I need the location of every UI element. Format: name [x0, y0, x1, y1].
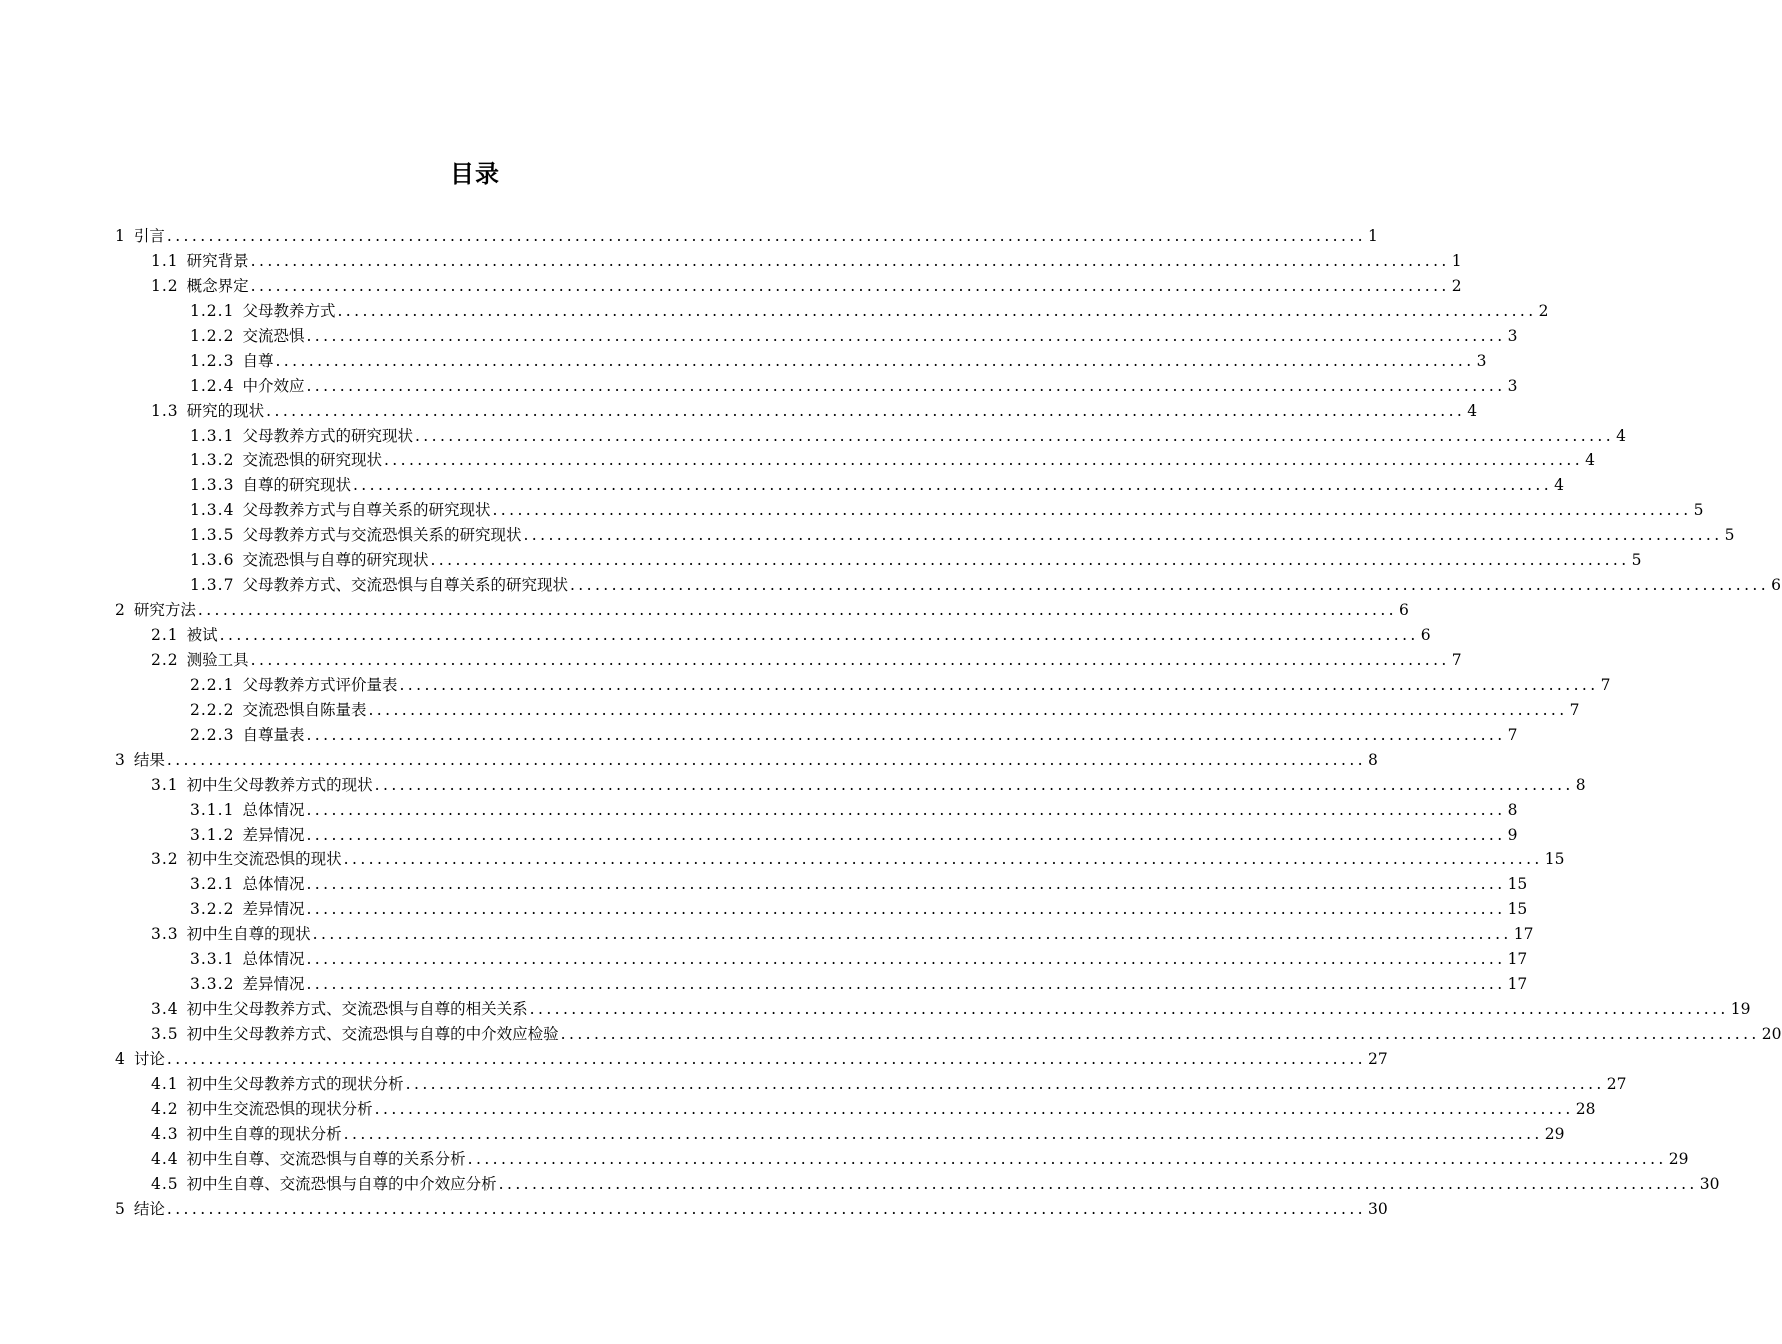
toc-entry-page-number: 8 — [1367, 750, 1378, 769]
toc-entry-title: 中介效应 — [242, 376, 305, 395]
toc-entry-number: 5 — [115, 1199, 126, 1218]
toc-entry-title: 交流恐惧自陈量表 — [242, 700, 367, 719]
toc-entry[interactable] — [115, 473, 1564, 498]
toc-entry-title: 被试 — [186, 626, 218, 644]
toc-entry-page-number: 15 — [1507, 875, 1528, 894]
toc-entry-number: 4.4 — [151, 1149, 179, 1168]
toc-entry-page-number: 29 — [1544, 1124, 1565, 1143]
toc-entry-page-number: 17 — [1507, 950, 1528, 969]
toc-entry-number: 1.3 — [151, 401, 179, 420]
toc-entry-page-number: 6 — [1398, 601, 1409, 620]
toc-entry-number: 3.2 — [151, 850, 179, 869]
dot-leader: ................................................................................................................................................ — [374, 775, 1574, 794]
dot-leader: ................................................................................................................................................ — [166, 227, 1366, 245]
toc-entry-number: 2.2 — [151, 650, 179, 669]
toc-entry-page-number: 5 — [1693, 501, 1704, 520]
toc-entry[interactable] — [115, 673, 1611, 698]
toc-entry-title: 初中生交流恐惧的现状 — [186, 850, 342, 869]
dot-leader: ................................................................................................................................................ — [266, 401, 1466, 420]
toc-entry-number: 1.3.2 — [190, 451, 235, 470]
toc-entry-page-number: 7 — [1451, 650, 1462, 669]
toc-entry[interactable] — [115, 1047, 1388, 1072]
toc-entry-title: 初中生自尊的现状 — [186, 925, 311, 944]
toc-entry[interactable] — [115, 399, 1478, 424]
toc-entry-title: 父母教养方式与自尊关系的研究现状 — [242, 501, 491, 520]
dot-leader: ................................................................................................................................................ — [306, 950, 1506, 969]
toc-entry-title: 讨论 — [133, 1049, 165, 1068]
toc-entry-number: 2.2.1 — [190, 675, 235, 694]
toc-entry[interactable] — [115, 847, 1565, 872]
toc-entry[interactable] — [115, 349, 1487, 374]
dot-leader: ................................................................................................................................................ — [569, 576, 1770, 595]
page-title: 目录 — [450, 160, 500, 188]
toc-entry[interactable] — [115, 748, 1378, 773]
dot-leader: ................................................................................................................................................ — [306, 975, 1506, 994]
toc-entry-number: 3.1.1 — [190, 800, 235, 819]
toc-entry-title: 初中生父母教养方式、交流恐惧与自尊的中介效应检验 — [186, 1025, 559, 1043]
toc-entry-page-number: 3 — [1507, 376, 1518, 395]
dot-leader: ................................................................................................................................................ — [250, 650, 1450, 669]
toc-entry-page-number: 5 — [1631, 551, 1642, 570]
toc-entry[interactable] — [115, 424, 1626, 449]
dot-leader: ................................................................................................................................................ — [529, 1000, 1729, 1019]
toc-entry[interactable] — [115, 798, 1518, 823]
dot-leader: ................................................................................................................................................ — [383, 451, 1584, 470]
dot-leader: ................................................................................................................................................ — [275, 351, 1475, 370]
toc-entry-number: 3.3.2 — [190, 975, 235, 994]
toc-entry-page-number: 30 — [1699, 1174, 1720, 1193]
toc-entry-title: 差异情况 — [242, 975, 305, 994]
toc-entry[interactable] — [115, 623, 1431, 648]
dot-leader: ................................................................................................................................................ — [166, 1049, 1366, 1068]
toc-entry[interactable] — [115, 1122, 1565, 1147]
toc-entry-title: 交流恐惧的研究现状 — [242, 451, 382, 470]
toc-entry-page-number: 15 — [1507, 900, 1528, 919]
toc-entry-number: 2.1 — [151, 626, 179, 644]
toc-entry-title: 父母教养方式、交流恐惧与自尊关系的研究现状 — [242, 576, 568, 595]
dot-leader: ................................................................................................................................................ — [399, 675, 1599, 694]
toc-entry-title: 交流恐惧与自尊的研究现状 — [242, 551, 429, 570]
toc-entry-page-number: 20 — [1761, 1025, 1782, 1043]
toc-entry-number: 1.2.4 — [190, 376, 235, 395]
toc-entry-page-number: 2 — [1538, 301, 1549, 320]
dot-leader: ................................................................................................................................................ — [306, 875, 1506, 894]
toc-entry[interactable] — [115, 249, 1462, 274]
toc-entry-number: 1.2 — [151, 276, 179, 295]
dot-leader: ................................................................................................................................................ — [430, 551, 1630, 570]
toc-entry-title: 自尊量表 — [242, 725, 305, 744]
toc-entry[interactable] — [115, 1172, 1720, 1197]
dot-leader: ................................................................................................................................................ — [250, 251, 1450, 270]
toc-entry-page-number: 27 — [1367, 1049, 1388, 1068]
toc-entry-number: 1.3.7 — [190, 576, 235, 595]
toc-entry[interactable] — [115, 648, 1462, 673]
toc-entry[interactable] — [115, 573, 1781, 598]
toc-entry-title: 总体情况 — [242, 875, 305, 894]
toc-entry[interactable] — [115, 448, 1595, 473]
toc-entry-page-number: 7 — [1507, 725, 1518, 744]
toc-entry[interactable] — [115, 723, 1518, 748]
dot-leader: ................................................................................................................................................ — [250, 276, 1450, 295]
toc-entry-title: 引言 — [133, 227, 165, 245]
toc-entry-page-number: 6 — [1771, 576, 1781, 595]
toc-entry[interactable] — [115, 872, 1528, 897]
toc-entry-title: 研究的现状 — [186, 401, 265, 420]
dot-leader: ................................................................................................................................................ — [219, 626, 1419, 644]
dot-leader: ................................................................................................................................................ — [560, 1025, 1760, 1043]
toc-entry[interactable] — [115, 1097, 1596, 1122]
dot-leader: ................................................................................................................................................ — [523, 526, 1723, 545]
toc-entry-title: 初中生交流恐惧的现状分析 — [186, 1099, 373, 1118]
toc-entry[interactable] — [115, 274, 1462, 299]
toc-entry-page-number: 1 — [1367, 227, 1378, 245]
dot-leader: ................................................................................................................................................ — [467, 1149, 1667, 1168]
toc-entry-page-number: 3 — [1507, 326, 1518, 345]
dot-leader: ................................................................................................................................................ — [368, 700, 1568, 719]
toc-entry-title: 初中生自尊、交流恐惧与自尊的中介效应分析 — [186, 1174, 497, 1193]
dot-leader: ................................................................................................................................................ — [343, 850, 1543, 869]
toc-entry-number: 2.2.3 — [190, 725, 235, 744]
toc-entry[interactable] — [115, 823, 1518, 848]
dot-leader: ................................................................................................................................................ — [343, 1124, 1543, 1143]
toc-entry-number: 3.3.1 — [190, 950, 235, 969]
toc-entry[interactable] — [115, 1197, 1388, 1222]
toc-entry-page-number: 9 — [1507, 825, 1518, 844]
toc-entry[interactable] — [115, 498, 1704, 523]
toc-entry-page-number: 7 — [1569, 700, 1580, 719]
toc-entry-title: 差异情况 — [242, 825, 305, 844]
toc-entry-page-number: 4 — [1585, 451, 1595, 470]
toc-entry-page-number: 29 — [1668, 1149, 1689, 1168]
toc-entry[interactable] — [115, 997, 1751, 1022]
toc-entry[interactable] — [115, 1022, 1782, 1047]
dot-leader: ................................................................................................................................................ — [405, 1074, 1605, 1093]
toc-entry[interactable] — [115, 1072, 1627, 1097]
toc-entry-title: 父母教养方式与交流恐惧关系的研究现状 — [242, 526, 522, 545]
dot-leader: ................................................................................................................................................ — [306, 376, 1506, 395]
toc-entry[interactable] — [115, 698, 1580, 723]
toc-entry[interactable] — [115, 897, 1528, 922]
toc-entry-page-number: 2 — [1451, 276, 1462, 295]
toc-entry-number: 1.3.1 — [190, 426, 235, 445]
toc-entry-title: 父母教养方式 — [242, 301, 336, 320]
toc-entry-number: 1.1 — [151, 251, 179, 270]
toc-entry-number: 1.3.6 — [190, 551, 235, 570]
toc-entry-page-number: 19 — [1730, 1000, 1751, 1019]
toc-entry-number: 3.3 — [151, 925, 179, 944]
toc-entry-number: 3.2.2 — [190, 900, 235, 919]
dot-leader: ................................................................................................................................................ — [306, 326, 1506, 345]
toc-entry-page-number: 7 — [1600, 675, 1611, 694]
toc-entry-title: 总体情况 — [242, 950, 305, 969]
toc-entry-number: 1.3.5 — [190, 526, 235, 545]
toc-entry-number: 2 — [115, 601, 126, 620]
toc-entry-title: 初中生父母教养方式的现状分析 — [186, 1074, 404, 1093]
toc-entry-title: 结论 — [133, 1199, 165, 1218]
toc-entry-number: 4.2 — [151, 1099, 179, 1118]
dot-leader: ................................................................................................................................................ — [166, 750, 1366, 769]
dot-leader: ................................................................................................................................................ — [312, 925, 1512, 944]
toc-entry-title: 总体情况 — [242, 800, 305, 819]
toc-entry-title: 交流恐惧 — [242, 326, 305, 345]
toc-entry[interactable] — [115, 523, 1735, 548]
toc-entry-number: 4 — [115, 1049, 126, 1068]
toc-entry-page-number: 17 — [1513, 925, 1534, 944]
toc-entry-title: 父母教养方式的研究现状 — [242, 426, 413, 445]
toc-entry-title: 初中生自尊、交流恐惧与自尊的关系分析 — [186, 1149, 466, 1168]
toc-entry-number: 4.3 — [151, 1124, 179, 1143]
toc-entry-number: 1 — [115, 227, 126, 245]
toc-entry[interactable] — [115, 773, 1586, 798]
toc-entry-page-number: 8 — [1507, 800, 1518, 819]
toc-entry[interactable] — [115, 374, 1518, 399]
toc-entry-page-number: 4 — [1554, 476, 1564, 495]
toc-entry-page-number: 17 — [1507, 975, 1528, 994]
toc-entry-page-number: 15 — [1544, 850, 1565, 869]
toc-entry-title: 研究方法 — [133, 601, 196, 620]
toc-entry-page-number: 27 — [1606, 1074, 1627, 1093]
dot-leader: ................................................................................................................................................ — [337, 301, 1537, 320]
toc-entry-number: 1.3.4 — [190, 501, 235, 520]
toc-entry[interactable] — [115, 324, 1518, 349]
toc-entry-title: 初中生父母教养方式、交流恐惧与自尊的相关关系 — [186, 1000, 528, 1019]
toc-entry-page-number: 4 — [1616, 426, 1626, 445]
toc-entry-title: 自尊的研究现状 — [242, 476, 351, 495]
toc-entry-number: 3.1 — [151, 775, 179, 794]
toc-entry-number: 1.2.2 — [190, 326, 235, 345]
dot-leader: ................................................................................................................................................ — [352, 476, 1553, 495]
toc-entry-page-number: 28 — [1575, 1099, 1596, 1118]
dot-leader: ................................................................................................................................................ — [306, 825, 1506, 844]
toc-entry-title: 结果 — [133, 750, 165, 769]
toc-entry-title: 测验工具 — [186, 650, 249, 669]
toc-entry-page-number: 8 — [1575, 775, 1586, 794]
toc-entry-page-number: 3 — [1476, 351, 1487, 370]
dot-leader: ................................................................................................................................................ — [166, 1199, 1366, 1218]
toc-entry-title: 研究背景 — [186, 251, 249, 270]
dot-leader: ................................................................................................................................................ — [374, 1099, 1574, 1118]
table-of-contents — [115, 224, 1782, 1222]
toc-entry-number: 3.5 — [151, 1025, 179, 1043]
toc-entry-title: 自尊 — [242, 351, 274, 370]
toc-entry-title: 初中生父母教养方式的现状 — [186, 775, 373, 794]
toc-entry-number: 3 — [115, 750, 126, 769]
toc-entry[interactable] — [115, 1147, 1689, 1172]
toc-entry-title: 父母教养方式评价量表 — [242, 675, 398, 694]
toc-entry-page-number: 4 — [1467, 401, 1478, 420]
dot-leader: ................................................................................................................................................ — [306, 900, 1506, 919]
toc-entry-number: 4.1 — [151, 1074, 179, 1093]
toc-entry[interactable] — [115, 947, 1528, 972]
toc-entry-number: 1.2.1 — [190, 301, 235, 320]
toc-entry[interactable] — [115, 224, 1378, 249]
dot-leader: ................................................................................................................................................ — [498, 1174, 1698, 1193]
dot-leader: ................................................................................................................................................ — [197, 601, 1397, 620]
toc-entry-number: 1.3.3 — [190, 476, 235, 495]
toc-entry-title: 差异情况 — [242, 900, 305, 919]
dot-leader: ................................................................................................................................................ — [306, 725, 1506, 744]
toc-entry-page-number: 6 — [1420, 626, 1431, 644]
toc-entry-number: 3.2.1 — [190, 875, 235, 894]
toc-entry-page-number: 1 — [1451, 251, 1462, 270]
toc-entry-number: 4.5 — [151, 1174, 179, 1193]
toc-entry-number: 2.2.2 — [190, 700, 235, 719]
toc-entry-number: 3.1.2 — [190, 825, 235, 844]
toc-entry-page-number: 30 — [1367, 1199, 1388, 1218]
toc-entry[interactable] — [115, 922, 1534, 947]
toc-entry-number: 1.2.3 — [190, 351, 235, 370]
dot-leader: ................................................................................................................................................ — [414, 426, 1615, 445]
toc-entry[interactable] — [115, 299, 1549, 324]
toc-entry-title: 初中生自尊的现状分析 — [186, 1124, 342, 1143]
toc-entry-page-number: 5 — [1724, 526, 1735, 545]
toc-entry[interactable] — [115, 598, 1409, 623]
dot-leader: ................................................................................................................................................ — [306, 800, 1506, 819]
toc-entry[interactable] — [115, 972, 1528, 997]
toc-entry-number: 3.4 — [151, 1000, 179, 1019]
toc-entry-title: 概念界定 — [186, 276, 249, 295]
dot-leader: ................................................................................................................................................ — [492, 501, 1692, 520]
toc-entry[interactable] — [115, 548, 1642, 573]
